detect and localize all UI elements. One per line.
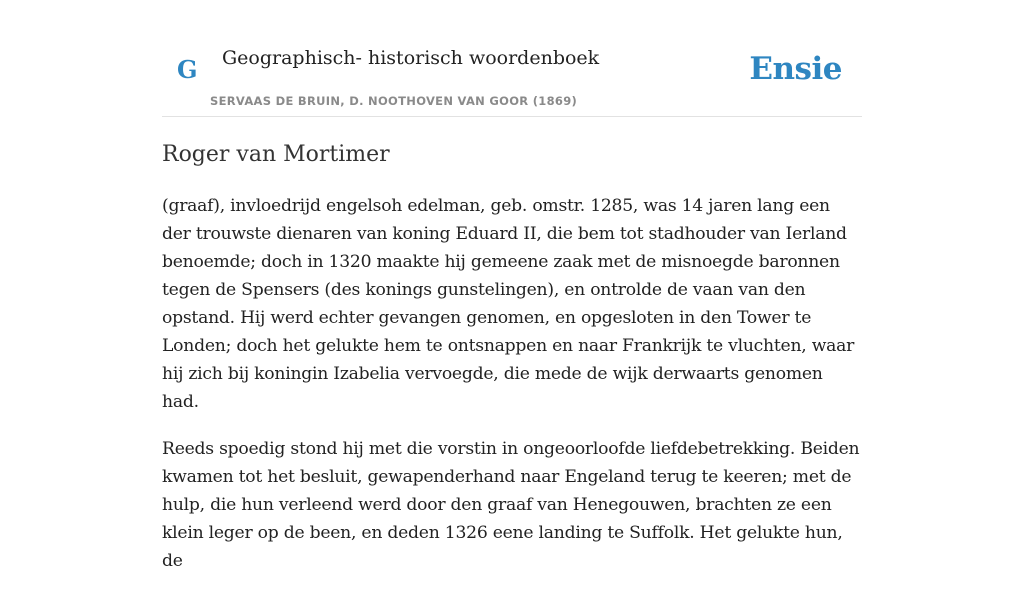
page [162, 0, 862, 571]
entry-title: Roger van Mortimer [162, 142, 390, 167]
header [162, 0, 862, 117]
index-letter[interactable]: G [177, 55, 198, 84]
entry-content [162, 192, 862, 594]
entry-paragraph: (graaf), invloedrijd engelsoh edelman, geb. omstr. 1285, was 14 jaren lang een der trouwste dienaren van koning Eduard II, die bem tot stadhouder van Ierland benoemde; doch in 1320 maakte hij gemeene zaak met de misnoegde baronnen tegen de Spensers (des konings gunstelingen), en ontrolde de vaan van den opstand. Hij werd echter gevangen genomen, en opgesloten in den Tower te Londen; doch het gelukte hem te ontsnappen en naar Frankrijk te vluchten, waar hij zich bij koningin Izabelia vervoegde, die mede de wijk derwaarts genomen had. [162, 196, 855, 412]
book-author: SERVAAS DE BRUIN, D. NOOTHOVEN VAN GOOR (1869) [210, 94, 578, 108]
book-title[interactable]: Geographisch- historisch woordenboek [222, 47, 600, 69]
ensie-logo[interactable]: Ensie [749, 51, 842, 87]
entry-paragraph: Reeds spoedig stond hij met die vorstin in ongeoorloofde liefdebetrekking. Beiden kwamen tot het besluit, gewapenderhand naar Engeland terug te keeren; met de hulp, die hun verleend werd door den graaf van Henegouwen, brachten ze een klein leger op de been, en deden 1326 eene landing te Suffolk. Het gelukte hun, de [162, 439, 860, 571]
